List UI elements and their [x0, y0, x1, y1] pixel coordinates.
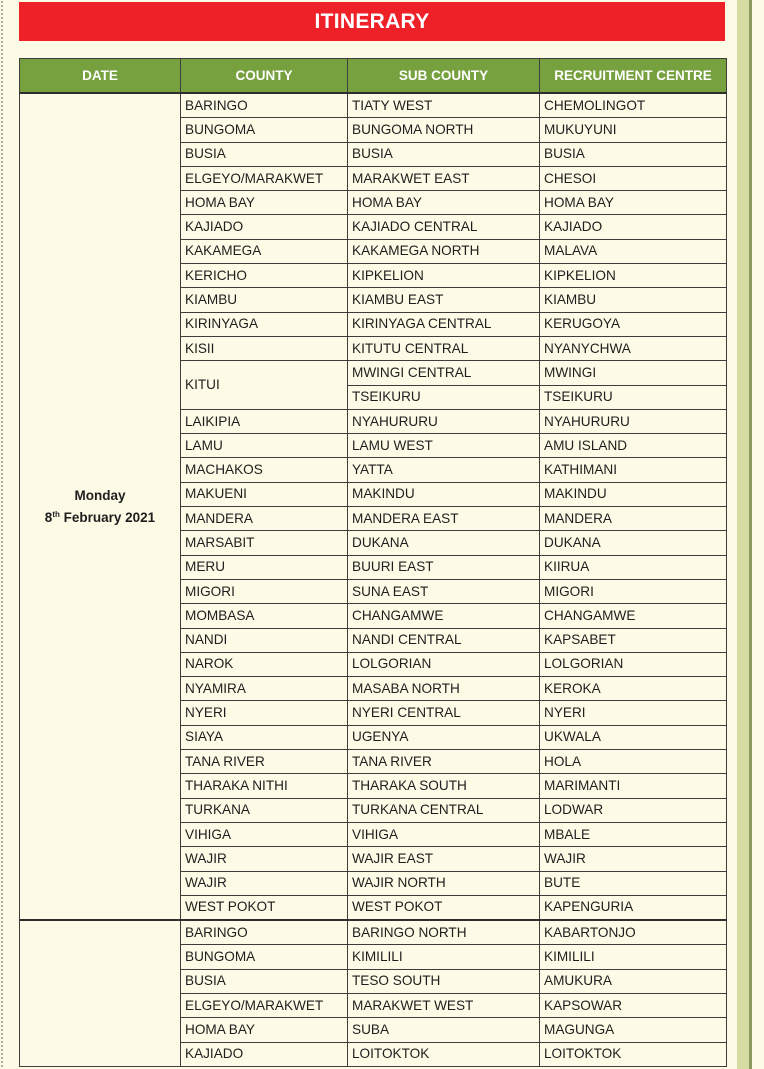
- sub-county-cell: TSEIKURU: [348, 385, 540, 409]
- sub-county-cell: DUKANA: [348, 531, 540, 555]
- county-cell: NANDI: [181, 628, 348, 652]
- recruitment-centre-cell: KAPSOWAR: [540, 993, 727, 1017]
- sub-county-cell: MASABA NORTH: [348, 677, 540, 701]
- sub-county-cell: TURKANA CENTRAL: [348, 798, 540, 822]
- recruitment-centre-cell: LOITOKTOK: [540, 1042, 727, 1066]
- recruitment-centre-cell: CHEMOLINGOT: [540, 93, 727, 118]
- recruitment-centre-cell: MAGUNGA: [540, 1018, 727, 1042]
- recruitment-centre-cell: TSEIKURU: [540, 385, 727, 409]
- recruitment-centre-cell: HOMA BAY: [540, 191, 727, 215]
- sub-county-cell: WEST POKOT: [348, 895, 540, 920]
- sub-county-cell: TIATY WEST: [348, 93, 540, 118]
- date-cell: [20, 93, 181, 920]
- recruitment-centre-cell: LOLGORIAN: [540, 652, 727, 676]
- recruitment-centre-cell: MWINGI: [540, 361, 727, 385]
- county-cell: MERU: [181, 555, 348, 579]
- sub-county-cell: MAKINDU: [348, 482, 540, 506]
- recruitment-centre-cell: AMUKURA: [540, 969, 727, 993]
- header-recruitment-centre: RECRUITMENT CENTRE: [540, 59, 727, 94]
- recruitment-centre-cell: LODWAR: [540, 798, 727, 822]
- sub-county-cell: MARAKWET EAST: [348, 166, 540, 190]
- county-cell: BUSIA: [181, 142, 348, 166]
- county-cell: NYAMIRA: [181, 677, 348, 701]
- sub-county-cell: VIHIGA: [348, 822, 540, 846]
- county-cell: TANA RIVER: [181, 750, 348, 774]
- sub-county-cell: THARAKA SOUTH: [348, 774, 540, 798]
- sub-county-cell: YATTA: [348, 458, 540, 482]
- recruitment-centre-cell: BUSIA: [540, 142, 727, 166]
- county-cell: BUNGOMA: [181, 945, 348, 969]
- county-cell: KIRINYAGA: [181, 312, 348, 336]
- recruitment-centre-cell: KAPENGURIA: [540, 895, 727, 920]
- sub-county-cell: WAJIR NORTH: [348, 871, 540, 895]
- date-full: [20, 505, 180, 527]
- county-cell: BARINGO: [181, 920, 348, 945]
- county-cell: MARSABIT: [181, 531, 348, 555]
- recruitment-centre-cell: MALAVA: [540, 239, 727, 263]
- county-cell: KAKAMEGA: [181, 239, 348, 263]
- county-cell: LAIKIPIA: [181, 409, 348, 433]
- sub-county-cell: NYERI CENTRAL: [348, 701, 540, 725]
- county-cell: KIAMBU: [181, 288, 348, 312]
- recruitment-centre-cell: KERUGOYA: [540, 312, 727, 336]
- recruitment-centre-cell: NYANYCHWA: [540, 336, 727, 360]
- recruitment-centre-cell: MBALE: [540, 822, 727, 846]
- sub-county-cell: BARINGO NORTH: [348, 920, 540, 945]
- recruitment-centre-cell: MARIMANTI: [540, 774, 727, 798]
- sub-county-cell: TESO SOUTH: [348, 969, 540, 993]
- recruitment-centre-cell: KAPSABET: [540, 628, 727, 652]
- sub-county-cell: KIPKELION: [348, 264, 540, 288]
- county-cell: WAJIR: [181, 871, 348, 895]
- county-cell: BARINGO: [181, 93, 348, 118]
- recruitment-centre-cell: KAJIADO: [540, 215, 727, 239]
- sub-county-cell: HOMA BAY: [348, 191, 540, 215]
- date-month-year: February 2021: [59, 510, 156, 526]
- recruitment-centre-cell: HOLA: [540, 750, 727, 774]
- recruitment-centre-cell: KIIRUA: [540, 555, 727, 579]
- sub-county-cell: CHANGAMWE: [348, 604, 540, 628]
- recruitment-centre-cell: KATHIMANI: [540, 458, 727, 482]
- county-cell: WEST POKOT: [181, 895, 348, 920]
- sub-county-cell: SUNA EAST: [348, 579, 540, 603]
- county-cell: HOMA BAY: [181, 191, 348, 215]
- dotted-margin: [0, 0, 5, 1069]
- recruitment-centre-cell: UKWALA: [540, 725, 727, 749]
- recruitment-centre-cell: NYERI: [540, 701, 727, 725]
- recruitment-centre-cell: KIPKELION: [540, 264, 727, 288]
- recruitment-centre-cell: AMU ISLAND: [540, 434, 727, 458]
- date-day: 8: [44, 510, 53, 526]
- itinerary-table: [19, 58, 727, 1067]
- county-cell: MAKUENI: [181, 482, 348, 506]
- county-cell: KAJIADO: [181, 215, 348, 239]
- county-cell: MOMBASA: [181, 604, 348, 628]
- recruitment-centre-cell: DUKANA: [540, 531, 727, 555]
- recruitment-centre-cell: CHANGAMWE: [540, 604, 727, 628]
- sub-county-cell: BUSIA: [348, 142, 540, 166]
- county-cell: BUSIA: [181, 969, 348, 993]
- county-cell: KITUI: [181, 361, 348, 410]
- header-date: DATE: [20, 59, 181, 94]
- county-cell: VIHIGA: [181, 822, 348, 846]
- date-cell: [20, 920, 181, 1066]
- sub-county-cell: SUBA: [348, 1018, 540, 1042]
- recruitment-centre-cell: MIGORI: [540, 579, 727, 603]
- county-cell: KAJIADO: [181, 1042, 348, 1066]
- sub-county-cell: BUNGOMA NORTH: [348, 118, 540, 142]
- county-cell: ELGEYO/MARAKWET: [181, 166, 348, 190]
- sub-county-cell: NANDI CENTRAL: [348, 628, 540, 652]
- recruitment-centre-cell: CHESOI: [540, 166, 727, 190]
- recruitment-centre-cell: MAKINDU: [540, 482, 727, 506]
- county-cell: ELGEYO/MARAKWET: [181, 993, 348, 1017]
- sub-county-cell: NYAHURURU: [348, 409, 540, 433]
- sub-county-cell: KIMILILI: [348, 945, 540, 969]
- county-cell: NYERI: [181, 701, 348, 725]
- table-header-row: [20, 59, 727, 94]
- county-cell: KERICHO: [181, 264, 348, 288]
- recruitment-centre-cell: KIAMBU: [540, 288, 727, 312]
- table-row: [20, 93, 727, 118]
- county-cell: MACHAKOS: [181, 458, 348, 482]
- sub-county-cell: BUURI EAST: [348, 555, 540, 579]
- recruitment-centre-cell: KIMILILI: [540, 945, 727, 969]
- sub-county-cell: KIRINYAGA CENTRAL: [348, 312, 540, 336]
- recruitment-centre-cell: WAJIR: [540, 847, 727, 871]
- county-cell: BUNGOMA: [181, 118, 348, 142]
- sub-county-cell: KAJIADO CENTRAL: [348, 215, 540, 239]
- recruitment-centre-cell: MANDERA: [540, 507, 727, 531]
- date-weekday: Monday: [74, 488, 126, 504]
- county-cell: SIAYA: [181, 725, 348, 749]
- side-accent-edge: [749, 0, 752, 1069]
- county-cell: THARAKA NITHI: [181, 774, 348, 798]
- sub-county-cell: KAKAMEGA NORTH: [348, 239, 540, 263]
- recruitment-centre-cell: NYAHURURU: [540, 409, 727, 433]
- header-sub-county: SUB COUNTY: [348, 59, 540, 94]
- side-accent-bar: [737, 0, 749, 1069]
- date-ordinal-suffix: th: [52, 510, 60, 520]
- sub-county-cell: TANA RIVER: [348, 750, 540, 774]
- county-cell: HOMA BAY: [181, 1018, 348, 1042]
- sub-county-cell: WAJIR EAST: [348, 847, 540, 871]
- county-cell: WAJIR: [181, 847, 348, 871]
- recruitment-centre-cell: KABARTONJO: [540, 920, 727, 945]
- county-cell: LAMU: [181, 434, 348, 458]
- county-cell: KISII: [181, 336, 348, 360]
- header-county: COUNTY: [181, 59, 348, 94]
- recruitment-centre-cell: BUTE: [540, 871, 727, 895]
- sub-county-cell: MARAKWET WEST: [348, 993, 540, 1017]
- sub-county-cell: LOLGORIAN: [348, 652, 540, 676]
- sub-county-cell: LOITOKTOK: [348, 1042, 540, 1066]
- county-cell: MANDERA: [181, 507, 348, 531]
- table-row: [20, 920, 727, 945]
- sub-county-cell: KITUTU CENTRAL: [348, 336, 540, 360]
- sub-county-cell: MANDERA EAST: [348, 507, 540, 531]
- recruitment-centre-cell: KEROKA: [540, 677, 727, 701]
- recruitment-centre-cell: MUKUYUNI: [540, 118, 727, 142]
- county-cell: TURKANA: [181, 798, 348, 822]
- sub-county-cell: MWINGI CENTRAL: [348, 361, 540, 385]
- sub-county-cell: LAMU WEST: [348, 434, 540, 458]
- sub-county-cell: UGENYA: [348, 725, 540, 749]
- itinerary-title: ITINERARY: [19, 2, 725, 41]
- sub-county-cell: KIAMBU EAST: [348, 288, 540, 312]
- county-cell: MIGORI: [181, 579, 348, 603]
- county-cell: NAROK: [181, 652, 348, 676]
